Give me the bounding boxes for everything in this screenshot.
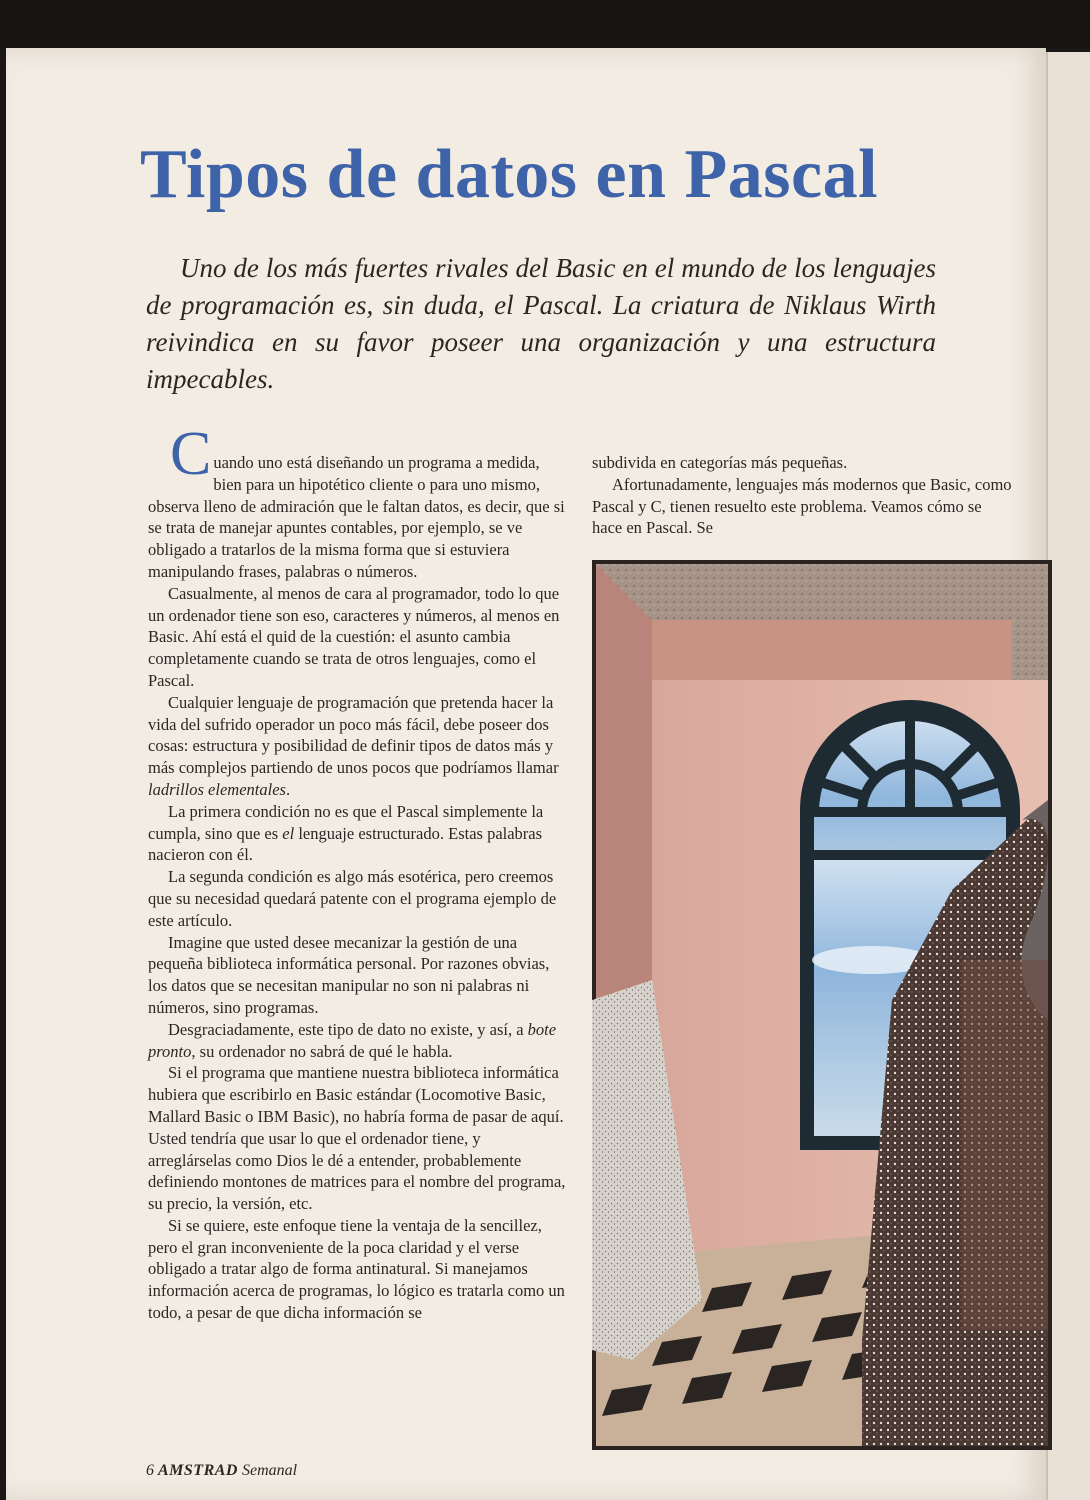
paragraph: Casualmente, al menos de cara al programador, todo lo que un ordenador tiene son eso, caracteres y números, al menos en Basic. Ahí está el quid de la cuestión: el asunto cambia completamente cuando se trata de otros lenguajes, como el Pascal.: [148, 583, 560, 690]
paragraph: Afortunadamente, lenguajes más modernos que Basic, como Pascal y C, tienen resuelto este problema. Veamos cómo se hace en Pascal. Se: [592, 474, 1012, 538]
page-number: 6: [146, 1462, 154, 1479]
paragraph: Cuando uno está diseñando un programa a medida, bien para un hipotético cliente o para uno mismo, observa lleno de admiración que le faltan datos, es decir, que si se trata de manejar apuntes contables, por ejemplo, se ve obligado a tratarlos de la misma forma que si estuviera manipulando frases, palabras o números.: [148, 420, 565, 581]
article-title: Tipos de datos en Pascal: [140, 136, 879, 213]
magazine-subtitle: Semanal: [241, 1462, 298, 1479]
page-footer: [146, 1462, 297, 1480]
text-column-2: [592, 452, 1012, 539]
text-column-1: [148, 420, 568, 1324]
paragraph: Imagine que usted desee mecanizar la gestión de una pequeña biblioteca informática personal. Por razones obvias, los datos que se necesitan manipular no son ni palabras ni números, sino programas.: [148, 932, 550, 1017]
paragraph: Si se quiere, este enfoque tiene la ventaja de la sencillez, pero el gran inconveniente de la poca claridad y el verse obligado a tratar algo de forma antinatural. Si manejamos información acerca de programas, lo lógico es tratarla como un todo, a pesar de que dicha información se: [148, 1215, 565, 1323]
paragraph: La segunda condición es algo más esotérica, pero creemos que su necesidad quedará patente con el programa ejemplo de este artículo.: [148, 867, 557, 930]
paragraph: La primera condición no es que el Pascal simplemente la cumpla, sino que es el lenguaje estructurado. Estas palabras nacieron con él.: [148, 801, 544, 865]
paragraph: Si el programa que mantiene nuestra biblioteca informática hubiera que escribirlo en Basic estándar (Locomotive Basic, Mallard Basic o IBM Basic), no habría forma de pasar de aquí. Usted tendría que usar lo que el ordenador tiene, y arreglárselas como Dios le dé a entender, probablemente definiendo montones de matrices para el nombre del programa, su precio, la versión, etc.: [148, 1063, 566, 1214]
article-illustration: [592, 560, 1052, 1450]
paragraph: subdivida en categorías más pequeñas.: [592, 453, 848, 472]
drop-cap: C: [170, 420, 212, 488]
magazine-name: AMSTRAD: [158, 1462, 238, 1479]
paragraph: Desgraciadamente, este tipo de dato no existe, y así, a bote pronto, su ordenador no sabrá de qué le habla.: [148, 1019, 557, 1061]
adjacent-page-edge: [1046, 52, 1090, 1500]
paragraph: Cualquier lenguaje de programación que pretenda hacer la vida del sufrido operador un poco más fácil, debe poseer dos cosas: estructura y posibilidad de definir tipos de datos más y más complejos partiendo de unos pocos que podríamos llamar ladrillos elementales.: [148, 692, 559, 799]
scan-background: [0, 0, 1090, 48]
illustration-artwork: [592, 560, 1052, 1450]
article-lead: Uno de los más fuertes rivales del Basic en el mundo de los lenguajes de programación es, sin duda, el Pascal. La criatura de Niklaus Wirth reivindica en su favor poseer una organización y una estructura impecables.: [146, 253, 936, 394]
